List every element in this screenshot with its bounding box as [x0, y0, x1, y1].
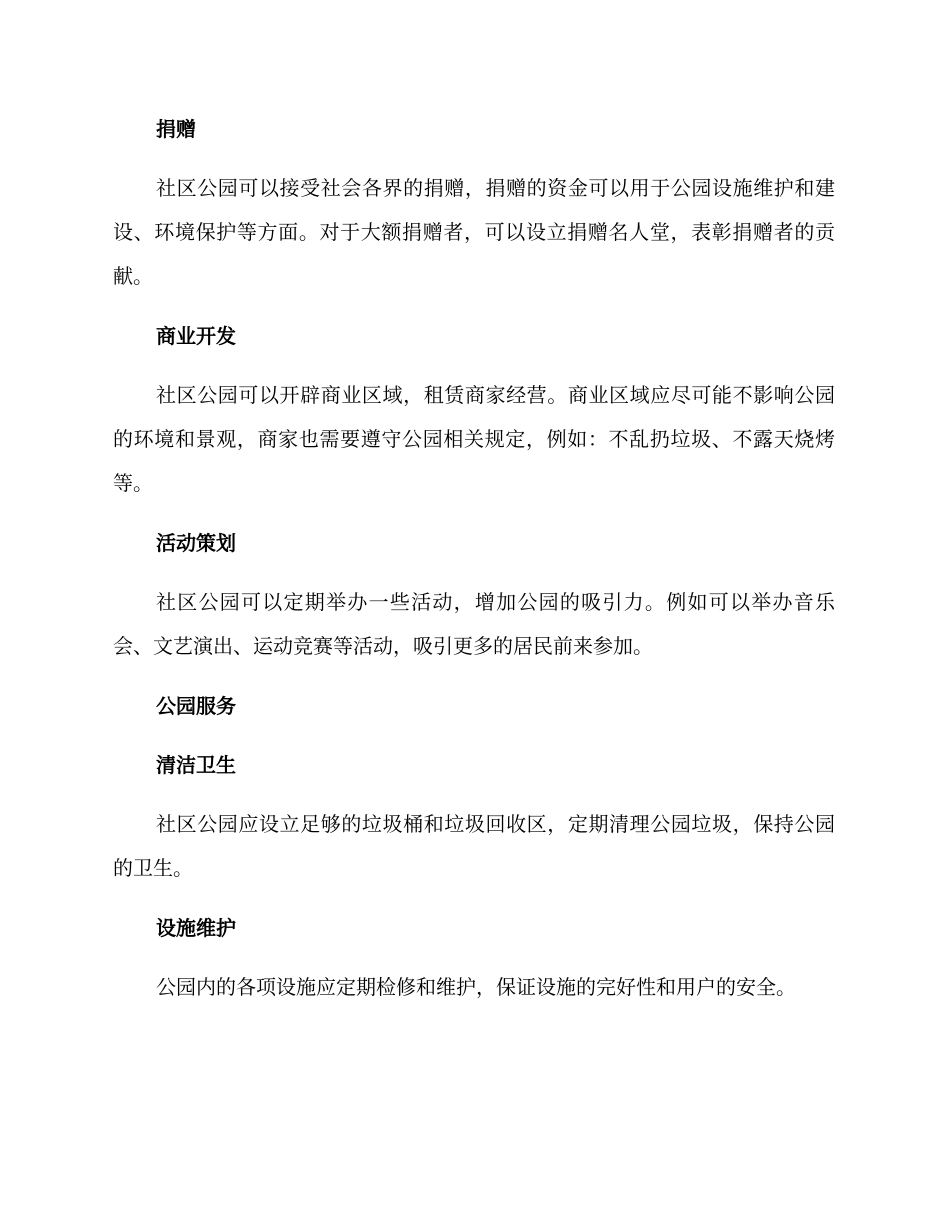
section-heading-commercial-development: 商业开发 [156, 324, 236, 348]
section-heading-cleaning: 清洁卫生 [156, 753, 236, 777]
section-heading-event-planning: 活动策划 [156, 531, 236, 555]
section-paragraph-event-planning: 社区公园可以定期举办一些活动，增加公园的吸引力。例如可以举办音乐会、文艺演出、运动竞赛等活动，吸引更多的居民前来参加。 [113, 590, 835, 658]
document-body [113, 107, 835, 1025]
section-paragraph-commercial-development: 社区公园可以开辟商业区域，租赁商家经营。商业区域应尽可能不影响公园的环境和景观，商家也需要遵守公园相关规定，例如：不乱扔垃圾、不露天烧烤等。 [113, 383, 835, 495]
section-paragraph-facility-maintenance: 公园内的各项设施应定期检修和维护，保证设施的完好性和用户的安全。 [156, 975, 796, 999]
section-heading-facility-maintenance: 设施维护 [156, 916, 236, 940]
section-paragraph-donation: 社区公园可以接受社会各界的捐赠，捐赠的资金可以用于公园设施维护和建设、环境保护等方面。对于大额捐赠者，可以设立捐赠名人堂，表彰捐赠者的贡献。 [113, 176, 835, 288]
section-heading-park-services: 公园服务 [156, 694, 236, 718]
section-paragraph-cleaning: 社区公园应设立足够的垃圾桶和垃圾回收区，定期清理公园垃圾，保持公园的卫生。 [113, 812, 835, 880]
section-heading-donation: 捐赠 [156, 117, 196, 141]
